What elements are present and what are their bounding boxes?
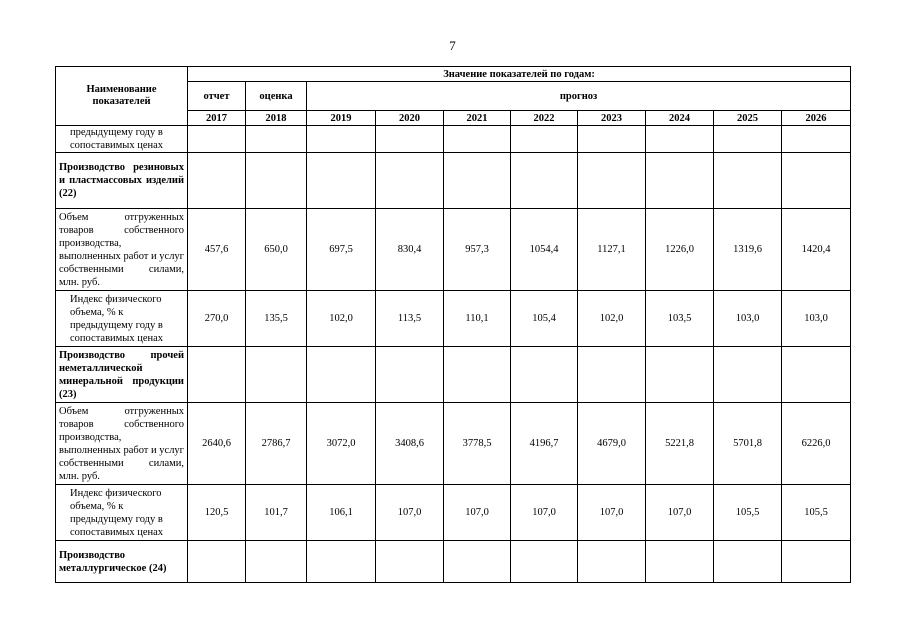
value-cell [444,153,511,209]
value-cell [646,347,714,403]
value-cell [376,153,444,209]
value-cell: 107,0 [511,485,578,541]
value-cell: 650,0 [246,209,307,291]
header-year: 2021 [444,111,511,126]
value-cell: 107,0 [376,485,444,541]
value-cell: 2786,7 [246,403,307,485]
value-cell [188,541,246,583]
value-cell: 107,0 [444,485,511,541]
value-cell: 110,1 [444,291,511,347]
value-cell: 103,0 [782,291,851,347]
indicator-name: Индекс физического объема, % к предыдущему году в сопоставимых ценах [56,291,188,347]
value-cell: 957,3 [444,209,511,291]
table-row [56,153,851,209]
value-cell [578,126,646,153]
value-cell [714,153,782,209]
value-cell: 3408,6 [376,403,444,485]
value-cell [307,153,376,209]
table-row [56,291,851,347]
value-cell [246,153,307,209]
table-row [56,485,851,541]
header-year: 2019 [307,111,376,126]
value-cell [782,153,851,209]
value-cell: 1420,4 [782,209,851,291]
section-title: Производство металлургическое (24) [56,541,188,583]
value-cell [646,126,714,153]
header-indicator-name: Наименование показателей [56,67,188,126]
header-year: 2026 [782,111,851,126]
table-row [56,403,851,485]
value-cell: 4679,0 [578,403,646,485]
value-cell [782,541,851,583]
value-cell [714,541,782,583]
header-year: 2024 [646,111,714,126]
value-cell: 1319,6 [714,209,782,291]
value-cell: 2640,6 [188,403,246,485]
value-cell [444,347,511,403]
value-cell [444,541,511,583]
header-year: 2017 [188,111,246,126]
value-cell [714,347,782,403]
value-cell [188,126,246,153]
value-cell [307,347,376,403]
value-cell: 102,0 [578,291,646,347]
value-cell: 1054,4 [511,209,578,291]
value-cell: 106,1 [307,485,376,541]
table-row [56,209,851,291]
value-cell: 105,5 [782,485,851,541]
header-estimate: оценка [246,82,307,111]
value-cell: 102,0 [307,291,376,347]
table-body [56,126,851,583]
indicator-name: Объем отгруженных товаров собственного производства, выполненных работ и услуг собственными силами, млн. руб. [56,209,188,291]
header-year: 2025 [714,111,782,126]
header-year: 2023 [578,111,646,126]
value-cell [511,541,578,583]
value-cell: 105,4 [511,291,578,347]
value-cell: 1226,0 [646,209,714,291]
header-year: 2018 [246,111,307,126]
value-cell: 103,5 [646,291,714,347]
header-values-group: Значение показателей по годам: [188,67,851,82]
value-cell [511,126,578,153]
value-cell [246,347,307,403]
indicator-name: Индекс физического объема, % к предыдущему году в сопоставимых ценах [56,485,188,541]
section-title: Производство прочей неметаллической минеральной продукции (23) [56,347,188,403]
value-cell: 5701,8 [714,403,782,485]
value-cell: 6226,0 [782,403,851,485]
value-cell [376,347,444,403]
value-cell: 3778,5 [444,403,511,485]
value-cell [646,153,714,209]
table-row [56,541,851,583]
value-cell: 107,0 [578,485,646,541]
value-cell [376,126,444,153]
value-cell [246,126,307,153]
table-row [56,347,851,403]
header-year: 2022 [511,111,578,126]
value-cell: 457,6 [188,209,246,291]
value-cell [511,347,578,403]
value-cell [714,126,782,153]
value-cell: 101,7 [246,485,307,541]
value-cell: 1127,1 [578,209,646,291]
value-cell [246,541,307,583]
value-cell: 135,5 [246,291,307,347]
indicator-name: Объем отгруженных товаров собственного производства, выполненных работ и услуг собственными силами, млн. руб. [56,403,188,485]
table-row [56,126,851,153]
value-cell: 697,5 [307,209,376,291]
value-cell: 113,5 [376,291,444,347]
value-cell [376,541,444,583]
value-cell [188,153,246,209]
value-cell: 103,0 [714,291,782,347]
header-year: 2020 [376,111,444,126]
indicator-name: предыдущему году в сопоставимых ценах [56,126,188,153]
value-cell: 270,0 [188,291,246,347]
value-cell: 3072,0 [307,403,376,485]
value-cell [782,126,851,153]
value-cell [307,541,376,583]
value-cell: 5221,8 [646,403,714,485]
header-forecast: прогноз [307,82,851,111]
value-cell: 120,5 [188,485,246,541]
value-cell [444,126,511,153]
forecast-table [55,66,851,583]
value-cell [307,126,376,153]
section-title: Производство резиновых и пластмассовых изделий (22) [56,153,188,209]
value-cell: 105,5 [714,485,782,541]
value-cell: 830,4 [376,209,444,291]
value-cell [578,153,646,209]
value-cell: 107,0 [646,485,714,541]
value-cell [782,347,851,403]
page-number: 7 [449,38,456,53]
value-cell [646,541,714,583]
value-cell [511,153,578,209]
value-cell [578,347,646,403]
value-cell: 4196,7 [511,403,578,485]
value-cell [578,541,646,583]
header-report: отчет [188,82,246,111]
value-cell [188,347,246,403]
